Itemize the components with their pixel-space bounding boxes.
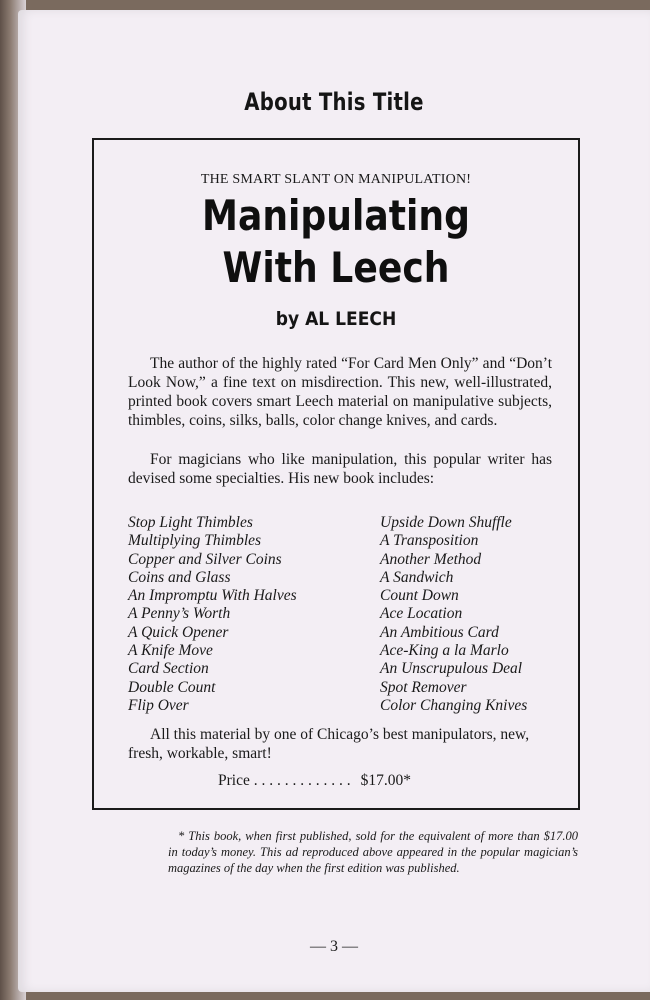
list-item: An Ambitious Card [380,623,499,641]
advertisement-box [92,138,580,810]
list-item: An Impromptu With Halves [128,587,297,605]
list-item: Color Changing Knives [380,696,528,714]
ad-byline: by AL LEECH [275,308,397,330]
list-item: A Sandwich [380,568,454,586]
list-item: Coins and Glass [128,568,231,586]
list-item: A Penny’s Worth [128,605,231,623]
price-row [218,772,411,790]
list-item: A Quick Opener [128,623,229,641]
list-item: Upside Down Shuffle [380,514,512,531]
price-value: $17.00* [360,772,411,789]
page-number: — 3 — [310,938,358,955]
list-item: Multiplying Thimbles [128,532,262,550]
contents-list-left [128,514,297,715]
list-item: Copper and Silver Coins [128,550,282,568]
ad-kicker: THE SMART SLANT ON MANIPULATION! [200,172,472,187]
list-item: Ace Location [380,605,463,623]
ad-paragraph-1: The author of the highly rated “For Card Men Only” and “Don’t Look Now,” a fine text on misdirection. This new, well-illustrated, printed book covers smart Leech material on manipulative subjects, thimbles, coins, silks, balls, color change knives, and cards. [128,355,552,429]
list-item: A Transposition [380,532,479,550]
page-header: About This Title [244,88,424,116]
list-item: Stop Light Thimbles [128,514,253,531]
list-item: Ace-King a la Marlo [380,642,509,660]
book-page [18,10,650,992]
list-item: Count Down [380,587,459,605]
list-item: Double Count [128,678,216,696]
footnote: * This book, when first published, sold for the equivalent of more than $17.00 in today’s money. This ad reproduced above appeared in the popular magician’s magazines of the day when the first edition was published. [168,829,578,875]
ad-title [128,190,544,294]
list-item: An Unscrupulous Deal [380,660,523,678]
list-item: Another Method [380,550,482,568]
list-item: Flip Over [128,696,189,714]
list-item: Spot Remover [380,678,467,696]
ad-title-line-1: Manipulating [202,191,470,240]
list-item: Card Section [128,660,209,678]
ad-title-line-2: With Leech [222,243,450,292]
contents-list-right [380,514,527,715]
ad-closing: All this material by one of Chicago’s best manipulators, new, fresh, workable, smart! [128,726,530,762]
price-label: Price . . . . . . . . . . . . . [218,772,351,789]
ad-paragraph-2: For magicians who like manipulation, this popular writer has devised some specialties. His new book includes: [128,451,552,487]
list-item: A Knife Move [128,642,213,660]
